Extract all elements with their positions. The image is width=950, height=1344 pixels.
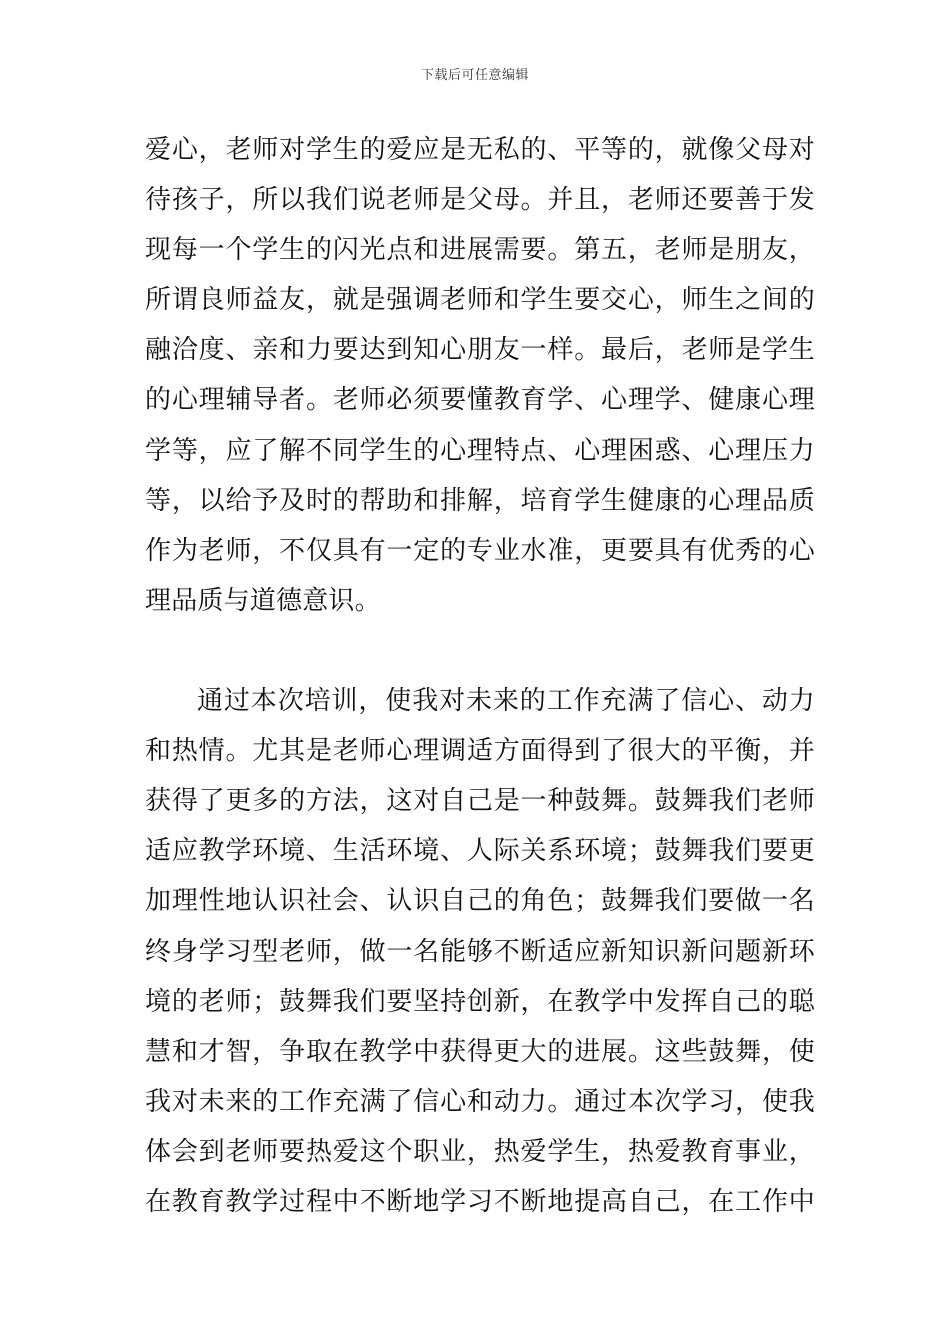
paragraph-line: 通过本次培训，使我对未来的工作充满了信心、动力 [197, 686, 815, 717]
page-header-note: 下载后可任意编辑 [420, 68, 529, 83]
document-body [145, 125, 815, 1227]
paragraph-line: 终身学习型老师，做一名能够不断适应新知识新问题新环 [145, 936, 815, 967]
paragraph-spacer [145, 626, 815, 676]
paragraph-line: 在教育教学过程中不断地学习不断地提高自己，在工作中 [145, 1186, 815, 1217]
paragraph-line: 等，以给予及时的帮助和排解，培育学生健康的心理品质 [145, 485, 815, 516]
paragraph-2 [145, 676, 815, 1227]
paragraph-line: 学等，应了解不同学生的心理特点、心理困惑、心理压力 [145, 435, 815, 466]
paragraph-line: 体会到老师要热爱这个职业，热爱学生，热爱教育事业， [145, 1136, 815, 1167]
paragraph-line: 和热情。尤其是老师心理调适方面得到了很大的平衡，并 [145, 736, 815, 767]
paragraph-line: 加理性地认识社会、认识自己的角色；鼓舞我们要做一名 [145, 886, 815, 917]
paragraph-line: 境的老师；鼓舞我们要坚持创新，在教学中发挥自己的聪 [145, 986, 815, 1017]
paragraph-line: 理品质与道德意识。 [145, 585, 381, 616]
paragraph-1 [145, 125, 815, 626]
paragraph-line: 获得了更多的方法，这对自己是一种鼓舞。鼓舞我们老师 [145, 786, 815, 817]
paragraph-line: 我对未来的工作充满了信心和动力。通过本次学习，使我 [145, 1086, 815, 1117]
paragraph-line: 所谓良师益友，就是强调老师和学生要交心，师生之间的 [145, 285, 815, 316]
paragraph-line: 融洽度、亲和力要达到知心朋友一样。最后，老师是学生 [145, 335, 815, 366]
paragraph-line: 适应教学环境、生活环境、人际关系环境；鼓舞我们要更 [145, 836, 815, 867]
paragraph-line: 现每一个学生的闪光点和进展需要。第五，老师是朋友， [145, 235, 815, 266]
paragraph-line: 慧和才智，争取在教学中获得更大的进展。这些鼓舞，使 [145, 1036, 815, 1067]
paragraph-line: 待孩子，所以我们说老师是父母。并且，老师还要善于发 [145, 185, 815, 216]
paragraph-line: 爱心，老师对学生的爱应是无私的、平等的，就像父母对 [145, 135, 815, 165]
paragraph-line: 的心理辅导者。老师必须要懂教育学、心理学、健康心理 [145, 385, 815, 416]
paragraph-line: 作为老师，不仅具有一定的专业水准，更要具有优秀的心 [145, 535, 815, 566]
